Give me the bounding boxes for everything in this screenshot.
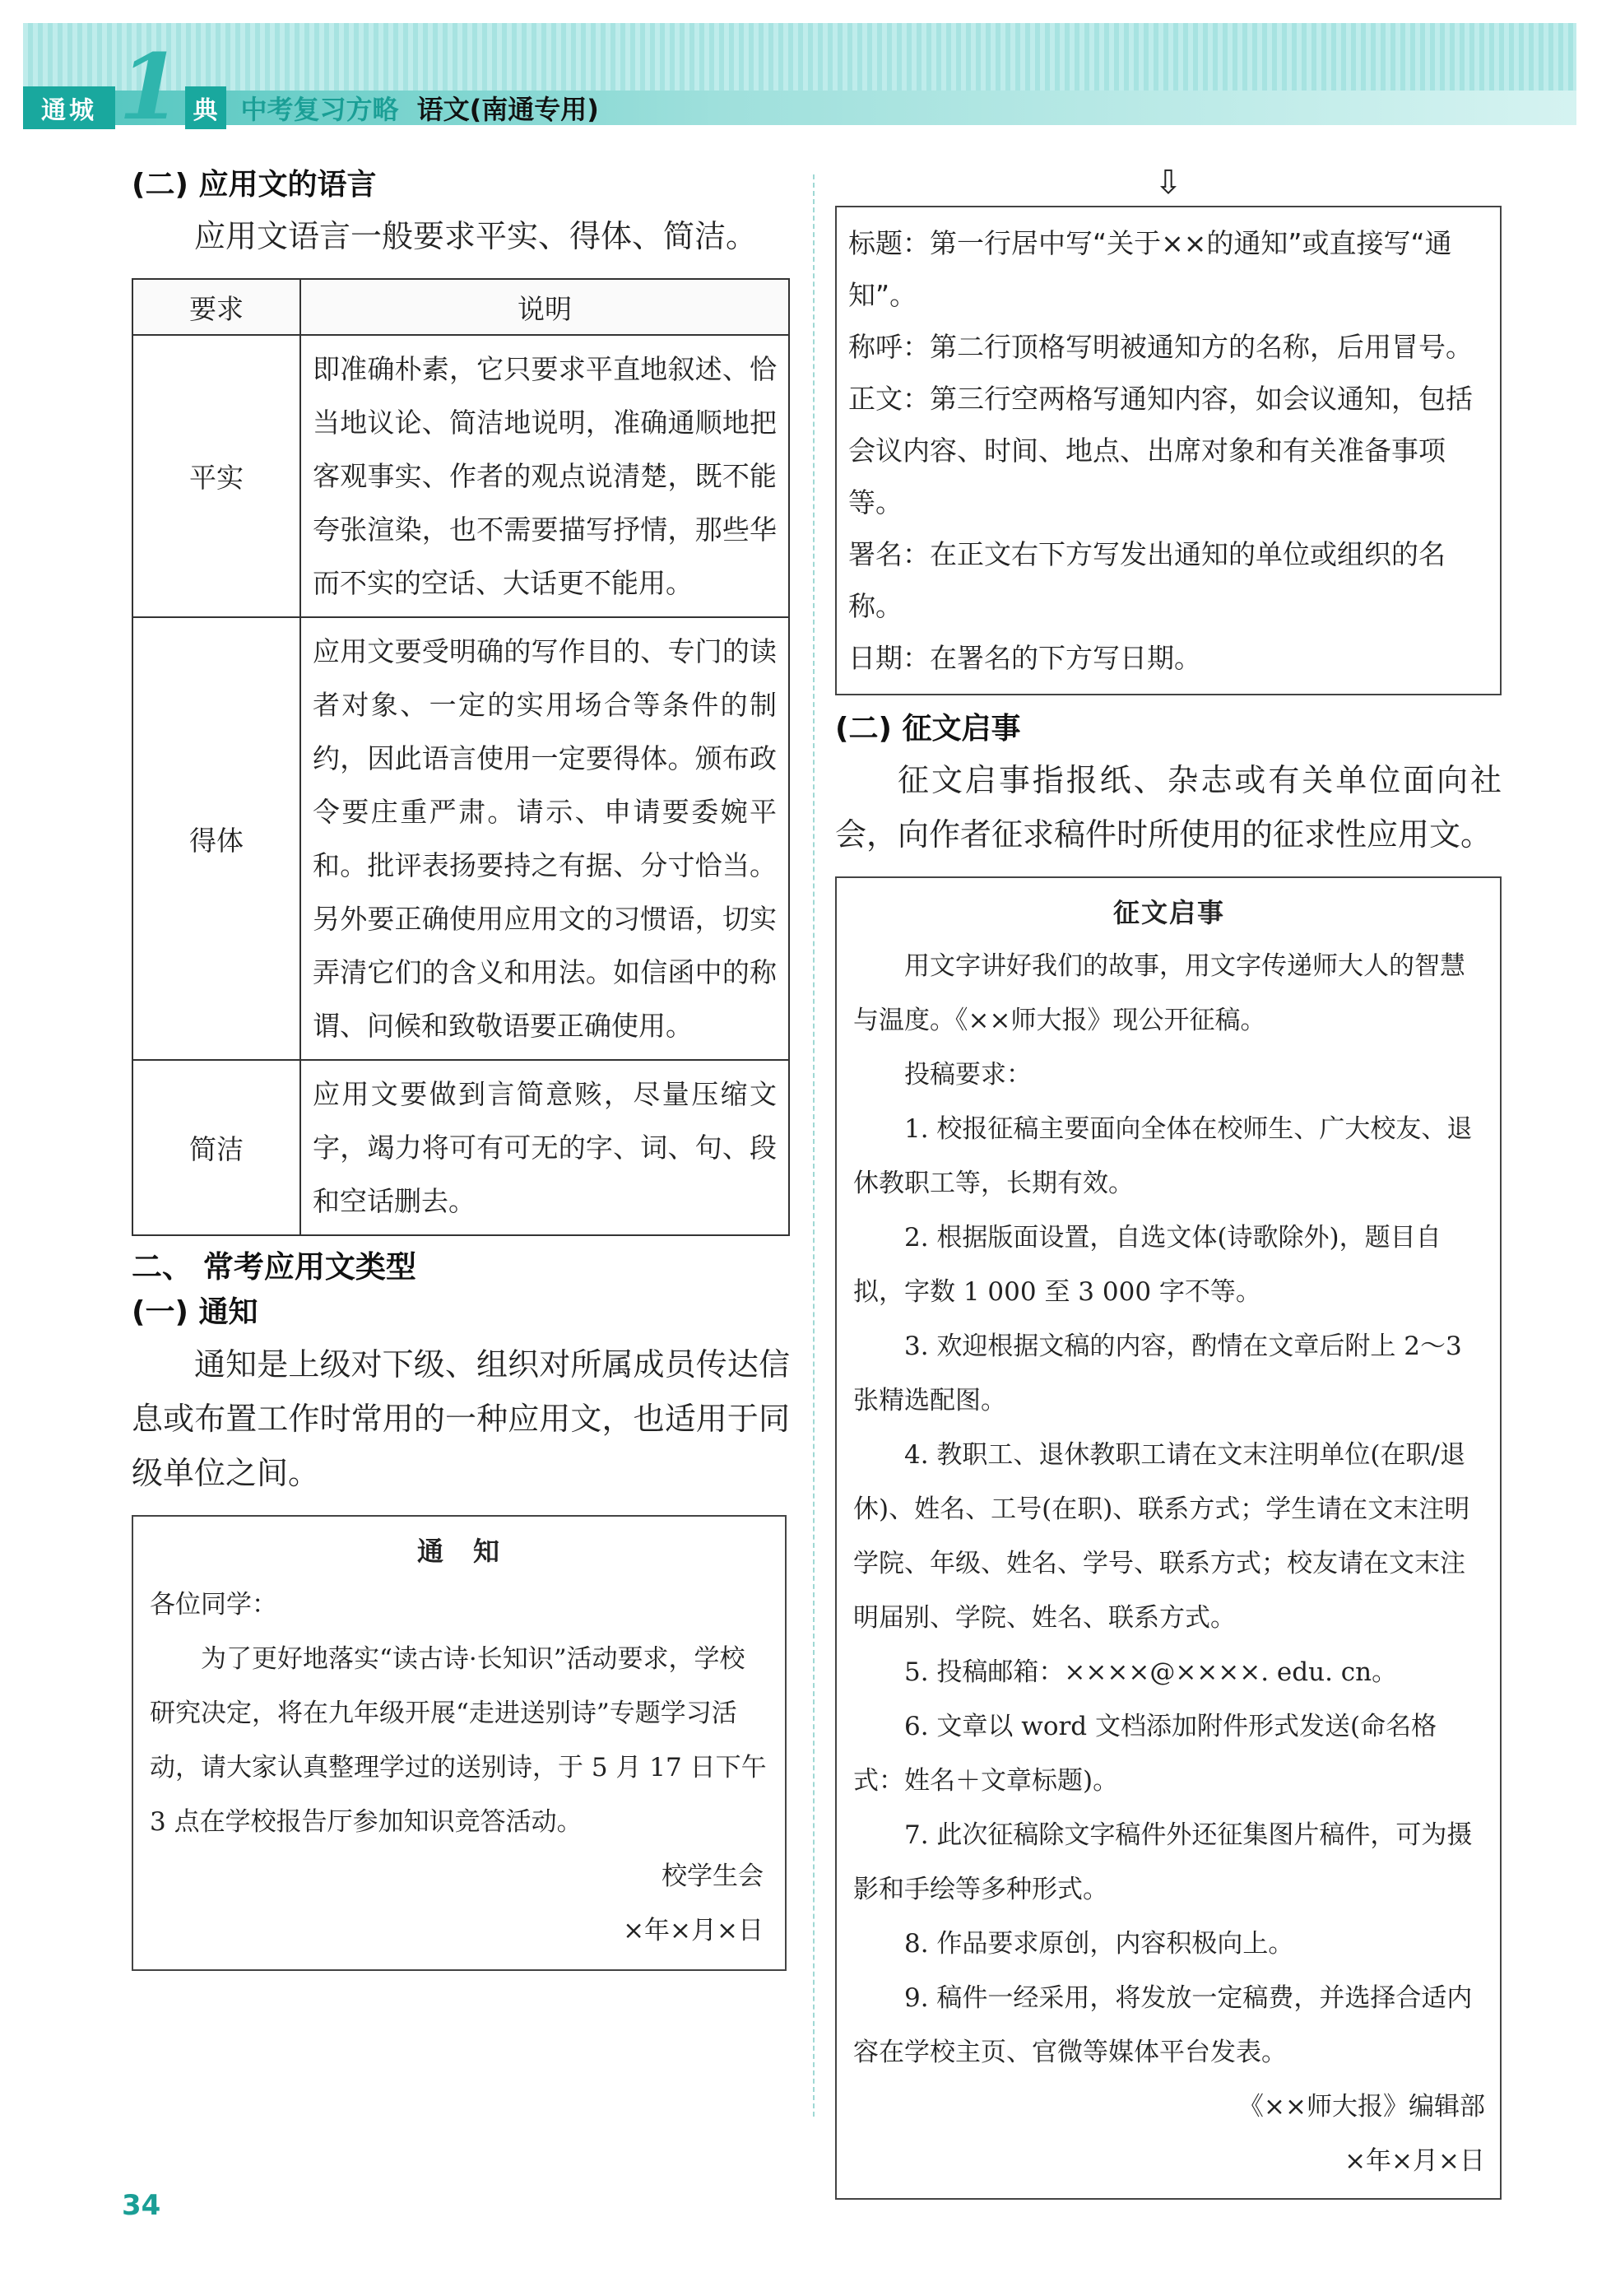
table-header-row (132, 279, 789, 335)
table-row (132, 617, 789, 1060)
zhengwen-item: 5. 投稿邮箱：××××@××××. edu. cn。 (904, 1657, 1398, 1688)
requirements-table (132, 278, 790, 1236)
zhengwen-box-req-label: 投稿要求： (904, 1060, 1032, 1090)
table-cell-key: 得体 (132, 617, 300, 1060)
column-divider (813, 174, 815, 2117)
table-cell-desc: 应用文要受明确的写作目的、专门的读者对象、一定的实用场合等条件的制约，因此语言使用一定要得体。颁布政令要庄重严肃。请示、申请要委婉平和。批评表扬要持之有据、分寸恰当。另外要正确使用应用文的习惯语，切实弄清它们的含义和用法。如信函中的称谓、问候和致敬语要正确使用。 (300, 617, 789, 1060)
page-number: 34 (122, 2189, 161, 2222)
section-title-notice: (一) 通知 (132, 1295, 258, 1330)
format-line: 日期：在署名的下方写日期。 (848, 642, 1201, 674)
zhengwen-item: 3. 欢迎根据文稿的内容，酌情在文章后附上 2～3 张精选配图。 (853, 1332, 1462, 1416)
down-arrow-icon: ⇩ (1154, 164, 1182, 202)
zhengwen-item: 4. 教职工、退休教职工请在文末注明单位(在职/退休)、姓名、工号(在职)、联系方式；学生请在文末注明学院、年级、姓名、学号、联系方式；校友请在文末注明届别、学院、姓名、联系方式。 (853, 1440, 1470, 1634)
notice-box-title: 通 知 (416, 1535, 501, 1567)
notice-format-box (835, 206, 1502, 695)
left-column (132, 165, 790, 1971)
zhengwen-box-title: 征文启事 (1112, 897, 1225, 929)
zhengwen-item: 8. 作品要求原创，内容积极向上。 (904, 1929, 1294, 1959)
right-column (835, 165, 1502, 2200)
format-line: 标题：第一行居中写“关于××的通知”或直接写“通知”。 (848, 227, 1452, 311)
format-line: 署名：在正文右下方写发出通知的单位或组织的名称。 (848, 538, 1446, 622)
zhengwen-box-signer: 《××师大报》编辑部 (1238, 2092, 1485, 2122)
zhengwen-item: 7. 此次征稿除文字稿件外还征集图片稿件，可为摄影和手绘等多种形式。 (853, 1820, 1473, 1905)
table-cell-key: 简洁 (132, 1060, 300, 1235)
notice-example-box (132, 1515, 787, 1971)
section-title-language: (二) 应用文的语言 (132, 168, 377, 202)
brand-logo-one: 1 (118, 34, 182, 140)
book-title: 中考复习方略 (240, 94, 399, 125)
header-band (23, 23, 1576, 91)
section-title-types: 二、 常考应用文类型 (132, 1249, 416, 1285)
section-title-zhengwen: (二) 征文启事 (835, 712, 1021, 746)
zhengwen-box-date: ×年×月×日 (1344, 2146, 1485, 2177)
zhengwen-item: 9. 稿件一经采用，将发放一定稿费，并选择合适内容在学校主页、官微等媒体平台发表。 (853, 1983, 1473, 2068)
notice-box-salutation: 各位同学： (150, 1589, 277, 1620)
notice-box-signer: 校学生会 (662, 1861, 764, 1891)
zhengwen-example-box (835, 876, 1502, 2200)
table-header-desc: 说明 (300, 279, 789, 335)
section-intro-language: 应用文语言一般要求平实、得体、简洁。 (194, 218, 758, 255)
brand-tag-right: 典 (185, 86, 226, 129)
table-cell-desc: 应用文要做到言简意赅，尽量压缩文字，竭力将可有可无的字、词、句、段和空话删去。 (300, 1060, 789, 1235)
zhengwen-item: 6. 文章以 word 文档添加附件形式发送(命名格式：姓名＋文章标题)。 (853, 1712, 1437, 1796)
notice-box-body: 为了更好地落实“读古诗·长知识”活动要求，学校研究决定，将在九年级开展“走进送别诗”专题学习活动，请大家认真整理学过的送别诗，于 5 月 17 日下午 3 点在学校报告厅参加知识竞答活动。 (150, 1643, 767, 1837)
format-line: 正文：第三行空两格写通知内容，如会议通知，包括会议内容、时间、地点、出席对象和有关准备事项等。 (848, 383, 1473, 518)
table-cell-key: 平实 (132, 335, 300, 617)
table-cell-desc: 即准确朴素，它只要求平直地叙述、恰当地议论、简洁地说明，准确通顺地把客观事实、作者的观点说清楚，既不能夸张渲染，也不需要描写抒情，那些华而不实的空话、大话更不能用。 (300, 335, 789, 617)
header-brand (23, 34, 599, 140)
zhengwen-item: 1. 校报征稿主要面向全体在校师生、广大校友、退休教职工等，长期有效。 (853, 1114, 1473, 1199)
format-line: 称呼：第二行顶格写明被通知方的名称，后用冒号。 (848, 331, 1473, 363)
notice-box-date: ×年×月×日 (623, 1915, 764, 1945)
book-subject: 语文(南通专用) (416, 94, 599, 125)
table-row (132, 1060, 789, 1235)
zhengwen-intro: 征文启事指报纸、杂志或有关单位面向社会，向作者征求稿件时所使用的征求性应用文。 (835, 762, 1502, 853)
table-row (132, 335, 789, 617)
table-header-key: 要求 (132, 279, 300, 335)
zhengwen-box-intro: 用文字讲好我们的故事，用文字传递师大人的智慧与温度。《××师大报》现公开征稿。 (853, 951, 1465, 1036)
zhengwen-item: 2. 根据版面设置，自选文体(诗歌除外)，题目自拟，字数 1 000 至 3 000 字不等。 (853, 1223, 1441, 1308)
brand-tag-left: 通城 (23, 86, 115, 129)
notice-intro: 通知是上级对下级、组织对所属成员传达信息或布置工作时常用的一种应用文，也适用于同级单位之间。 (132, 1346, 790, 1491)
